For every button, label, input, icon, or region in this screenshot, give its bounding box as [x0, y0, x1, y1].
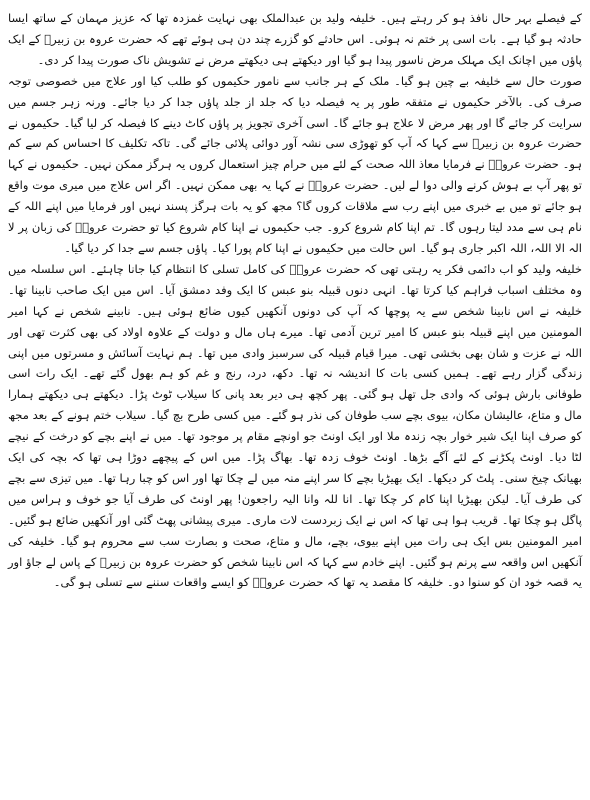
paragraph-1: کے فیصلے بہر حال نافذ ہو کر رہتے ہیں۔ خلیفہ ولید بن عبدالملک بھی نہایت غمزدہ تھا کہ عزیز مہمان کے ساتھ ایسا حادثہ ہو گیا ہے۔ بات اسی پر ختم نہ ہوئی۔ اس حادثے کو گزرے چند دن ہی ہوئے تھے کہ حضرت عروہ بن زبیرؓ کے ایک پاؤں میں اچانک ایک مہلک مرض ناسور پیدا ہو گیا اور دیکھتے ہی دیکھتے مرض نے تشویش ناک صورت پیدا کر دی۔: [8, 11, 582, 67]
paragraph-3: خلیفہ ولید کو اب دائمی فکر یہ رہتی تھی کہ حضرت عروہؓ کی کامل تسلی کا انتظام کیا جانا چاہئے۔ اس سلسلہ میں وہ مختلف اسباب فراہم کیا کرتا تھا۔ انہی دنوں قبیلہ بنو عبس کا ایک وفد دمشق آیا۔ اس میں ایک صاحب نابینا تھا۔ خلیفہ نے اس نابینا شخص سے یہ پوچھا کہ آپ کی دونوں آنکھیں کیوں ضائع ہوئی ہیں۔ نابینے شخص نے کہا امیر المومنین میں اپنے قبیلہ بنو عبس کا امیر ترین آدمی تھا۔ میرے ہاں مال و دولت کے علاوہ اولاد کی بھی کثرت تھی اور اللہ نے عزت و شان بھی بخشی تھی۔ میرا قیام قبیلہ کی سرسبز وادی میں تھا۔ ہم نہایت آسائش و مسرتوں میں اپنی زندگی گزار رہے تھے۔ ہمیں کسی بات کا اندیشہ نہ تھا۔ دکھ، درد، رنج و غم کو ہم بھول گئے تھے۔ ایک رات اسی طوفانی بارش ہوئی کہ وادی جل تھل ہو گئی۔ پھر کچھ ہی دیر بعد پانی کا سیلاب ٹوٹ پڑا۔ دیکھتے ہی دیکھتے ہمارا مال و متاع، عالیشان مکان، بیوی بچے سب طوفان کی نذر ہو گئے۔ میں کسی طرح بچ گیا۔ سیلاب ختم ہونے کے بعد مجھ کو صرف اپنا ایک شیر خوار بچہ زندہ ملا اور ایک اونٹ جو اونچے مقام پر موجود تھا۔ میں نے اپنے بچے کو درخت کے نیچے لٹا دیا۔ اونٹ پکڑنے کے لئے آگے بڑھا۔ اونٹ خوف زدہ تھا۔ بھاگ پڑا۔ میں اس کے پیچھے دوڑا ہی تھا کہ بچہ کی ایک بھیانک چیخ سنی۔ پلٹ کر دیکھا۔ ایک بھیڑیا بچے کا سر اپنے منہ میں لے چکا تھا اور اس کو چبا رہا تھا۔ میں تیزی سے بچے کی طرف آیا۔ لیکن بھیڑیا اپنا کام کر چکا تھا۔ انا للہ وانا الیہ راجعون! پھر اونٹ کی طرف آیا جو خوف و ہراس میں پاگل ہو چکا تھا۔ قریب ہوا ہی تھا کہ اس نے ایک زبردست لات ماری۔ میری پیشانی پھٹ گئی اور آنکھیں ضائع ہو گئیں۔ امیر المومنین بس ایک ہی رات میں اپنے بیوی، بچے، مال و متاع، صحت و بصارت سب سے محروم ہو گیا۔ خلیفہ کی آنکھیں اس واقعہ سے پرنم ہو گئیں۔ اپنے خادم سے کہا کہ اس نابینا شخص کو حضرت عروہ بن زبیرؓ کے پاس لے جاؤ اور یہ قصہ خود ان کو سنوا دو۔ خلیفہ کا مقصد یہ تھا کہ حضرت عروہؓ کو ایسے واقعات سننے سے تسلی ہو گی۔: [8, 261, 582, 590]
paragraph-2: صورت حال سے خلیفہ بے چین ہو گیا۔ ملک کے ہر جانب سے نامور حکیموں کو طلب کیا اور علاج میں خصوصی توجہ صرف کی۔ بالآخر حکیموں نے متفقہ طور پر یہ فیصلہ دیا کہ جلد از جلد پاؤں جدا کر دیا جائے۔ ورنہ زہر جسم میں سرایت کر جائے گا اور پھر مرض لا علاج ہو جائے گا۔ اسی آخری تجویز پر پاؤں کاٹ دینے کا فیصلہ کر لیا گیا۔ حکیموں نے حضرت عروہ بن زبیرؓ سے کہا کہ آپ کو تھوڑی سی نشہ آور دوائی پلائی جائے گی۔ تاکہ تکلیف کا احساس کم سے کم ہو۔ حضرت عروہؓ نے فرمایا معاذ اللہ صحت کے لئے میں حرام چیز استعمال کروں یہ ہرگز ممکن نہیں۔ حکیموں نے کہا تو پھر آپ بے ہوش کرنے والی دوا لے لیں۔ حضرت عروہؓ نے کہا یہ بھی ممکن نہیں۔ اگر اس علاج میں میری موت واقع ہو جائے تو میں بے خبری میں اپنے رب سے ملاقات کروں گا؟ مجھ کو یہ بات ہرگز پسند نہیں اور فرمایا میں اپنے اللہ کے نام ہی سے مدد لیتا رہوں گا۔ تم اپنا کام شروع کرو۔ جب حکیموں نے اپنا کام شروع کیا تو حضرت عروہؓ کی زبان پر لا الہ الا اللہ، اللہ اکبر جاری ہو گیا۔ اس حالت میں حکیموں نے اپنا کام پورا کیا۔ پاؤں جسم سے جدا کر دیا گیا۔: [8, 73, 582, 255]
